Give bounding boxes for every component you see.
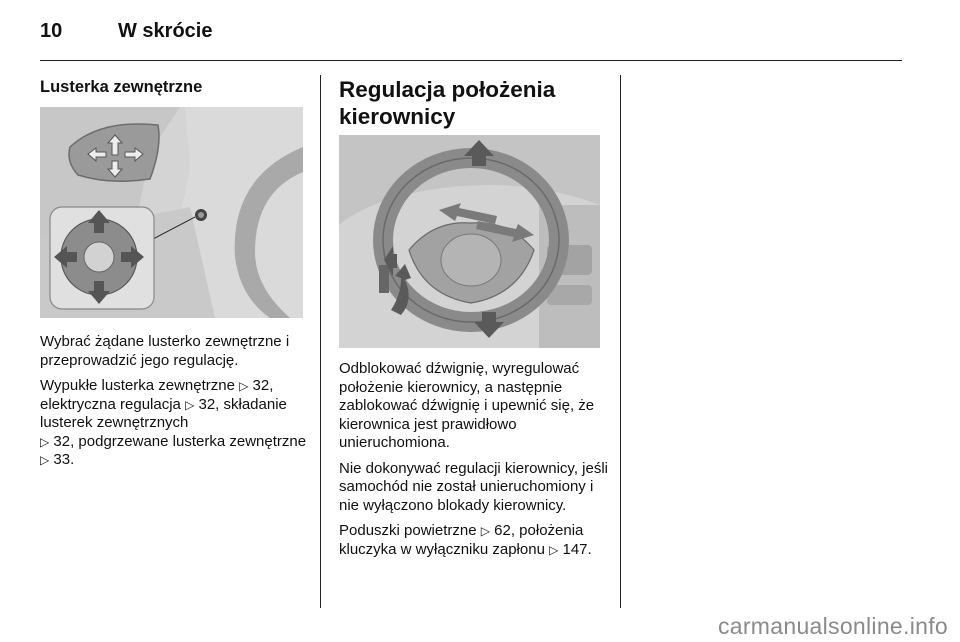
mirror-instruction-paragraph: Wybrać żądane lusterko zewnętrzne i przeprowadzić jego regulację. xyxy=(40,333,290,369)
mirror-instructions xyxy=(40,333,308,477)
page-reference-icon: ▷ xyxy=(40,453,50,467)
page-reference-icon: ▷ xyxy=(40,434,50,449)
running-title: W skrócie xyxy=(118,20,213,42)
watermark: carmanualsonline.info xyxy=(717,613,948,639)
page-reference-link[interactable]: 147 xyxy=(562,540,588,558)
column-divider-left xyxy=(320,75,321,608)
page-reference-icon: ▷ xyxy=(185,397,195,412)
steering-instruction-paragraph: Odblokować dźwignię, wyregulować położenie kierownicy, a następnie zablokować dźwignię i upewnić się, że kierownica jest prawidłowo unieruchomiona. xyxy=(339,360,595,451)
page-reference-link[interactable]: 32 xyxy=(252,377,270,394)
page-reference-icon: ▷ xyxy=(239,379,249,393)
page-reference-icon: ▷ xyxy=(549,542,559,557)
mirror-references-paragraph: Wypukłe lusterka zewnętrzne ▷ 32, elektryczna regulacja ▷ 32, składanie lusterek zewnętrznych ▷ 32, podgrzewane lusterka zewnętrzne ▷ 33. xyxy=(40,377,307,468)
column-divider-right xyxy=(620,75,621,608)
page-reference-link[interactable]: 32 xyxy=(53,432,71,450)
mirror-adjust-illustration xyxy=(40,107,303,318)
section-title-steering-wheel: Regulacja położenia kierownicy xyxy=(339,77,556,129)
page-reference-link[interactable]: 33 xyxy=(53,451,71,468)
steering-warning-paragraph: Nie dokonywać regulacji kierownicy, jeśli samochód nie został unieruchomiony i nie wyłączono blokady kierownicy. xyxy=(339,459,608,514)
steering-instructions xyxy=(339,360,614,566)
steering-references-paragraph: Poduszki powietrzne ▷ 62, położenia kluczyka w wyłączniku zapłonu ▷ 147. xyxy=(339,522,592,558)
page-reference-link[interactable]: 32 xyxy=(198,395,216,413)
header-rule xyxy=(40,60,902,61)
steering-wheel-adjust-illustration xyxy=(339,135,600,348)
page-number: 10 xyxy=(40,20,63,42)
section-title-exterior-mirrors: Lusterka zewnętrzne xyxy=(40,78,203,96)
page-reference-link[interactable]: 62 xyxy=(494,522,511,539)
page-reference-icon: ▷ xyxy=(480,524,490,538)
